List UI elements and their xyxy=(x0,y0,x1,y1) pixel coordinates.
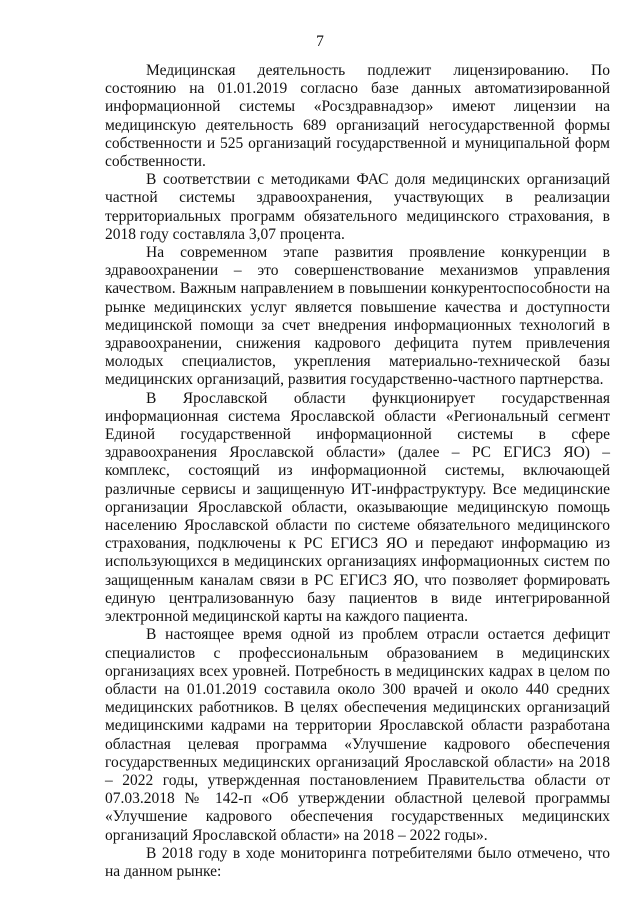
paragraph-fas-share: В соответствии с методиками ФАС доля медицинских организаций частной системы здравоохранения, участвующих в реализации территориальных программ обязательного медицинского страхования, в 2018 году составляла 3,07 процента. xyxy=(105,171,610,243)
paragraph-egisz: В Ярославской области функционирует государственная информационная система Ярославской области «Региональный сегмент Единой государственной информационной системы в сфере здравоохранения Ярославской области» (далее – РС ЕГИСЗ ЯО) – комплекс, состоящий из информационной системы, включающей различные сервисы и защищенную ИТ-инфраструктуру. Все медицинские организации Ярославской области, оказывающие медицинскую помощь населению Ярославской области по системе обязательного медицинского страхования, подключены к РС ЕГИСЗ ЯО и передают информацию из использующихся в медицинских организациях информационных систем по защищенным каналам связи в РС ЕГИСЗ ЯО, что позволяет формировать единую централизованную базу пациентов в виде интегрированной электронной медицинской карты на каждого пациента. xyxy=(105,389,610,626)
paragraph-monitoring: В 2018 году в ходе мониторинга потребителями было отмечено, что на данном рынке: xyxy=(105,844,610,880)
paragraph-competition: На современном этапе развития проявление конкуренции в здравоохранении – это совершенствование механизмов управления качеством. Важным направлением в повышении конкурентоспособности на рынке медицинских услуг является повышение качества и доступности медицинской помощи за счет внедрения информационных технологий в здравоохранении, снижения кадрового дефицита путем привлечения молодых специалистов, укрепления материально-технической базы медицинских организаций, развития государственно-частного партнерства. xyxy=(105,244,610,389)
document-body xyxy=(105,62,610,881)
paragraph-staff-deficit: В настоящее время одной из проблем отрасли остается дефицит специалистов с профессиональным образованием в медицинских организациях всех уровней. Потребность в медицинских кадрах в целом по области на 01.01.2019 составила около 300 врачей и около 440 средних медицинских работников. В целях обеспечения медицинских организаций медицинскими кадрами на территории Ярославской области разработана областная целевая программа «Улучшение кадрового обеспечения государственных медицинских организаций Ярославской области» на 2018 – 2022 годы, утвержденная постановлением Правительства области от 07.03.2018 № 142-п «Об утверждении областной целевой программы «Улучшение кадрового обеспечения государственных медицинских организаций Ярославской области» на 2018 – 2022 годы». xyxy=(105,626,610,844)
page-number: 7 xyxy=(316,33,324,50)
paragraph-licensing: Медицинская деятельность подлежит лицензированию. По состоянию на 01.01.2019 согласно базе данных автоматизированной информационной системы «Росздравнадзор» имеют лицензии на медицинскую деятельность 689 организаций негосударственной формы собственности и 525 организаций государственной и муниципальной форм собственности. xyxy=(105,62,610,171)
